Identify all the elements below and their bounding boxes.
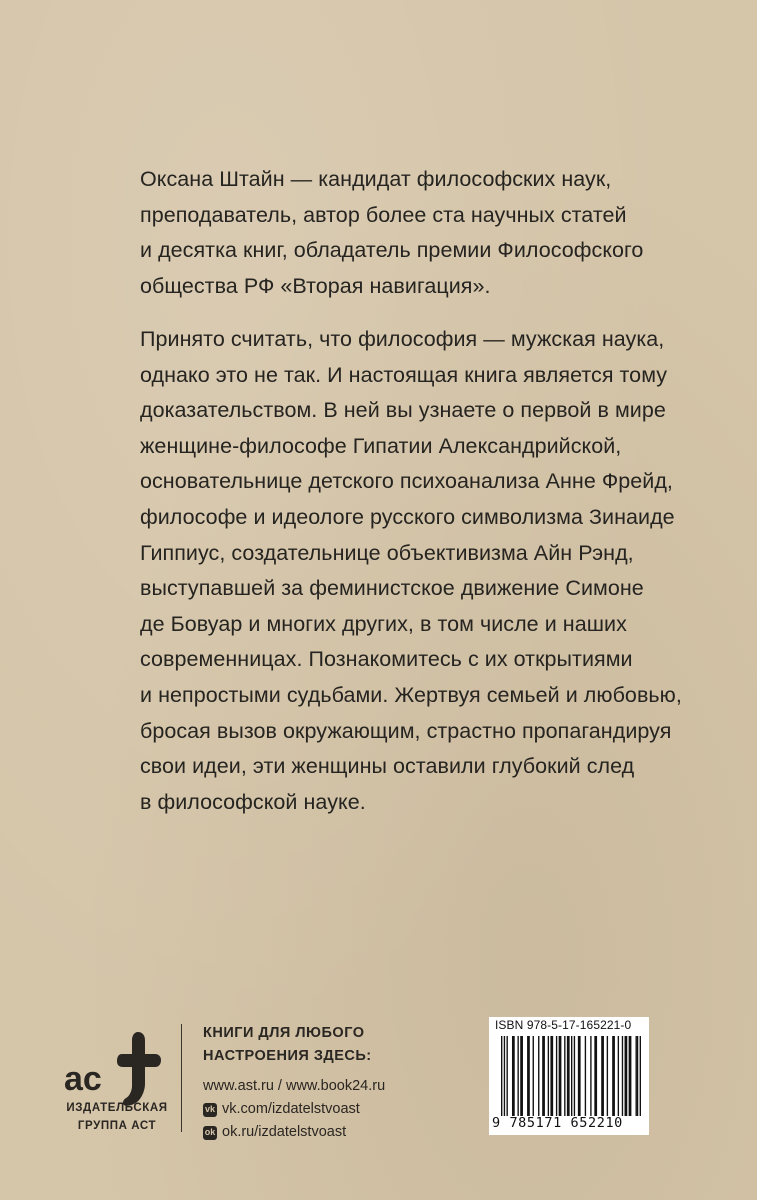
barcode-bar <box>538 1036 539 1116</box>
barcode-bar <box>550 1036 553 1116</box>
description-line: де Бовуар и многих других, в том числе и наших <box>140 611 627 636</box>
description-line: основательнице детского психоанализа Анне Фрейд, <box>140 469 673 494</box>
website-links[interactable]: www.ast.ru / www.book24.ru <box>203 1078 386 1094</box>
description-line: бросая вызов окружающим, страстно пропагандируя <box>140 718 672 743</box>
description-line: выступавшей за феминистское движение Симоне <box>140 576 644 601</box>
description-line: Гиппиус, создательнице объективизма Айн Рэнд, <box>140 540 634 565</box>
barcode-bars <box>501 1036 641 1116</box>
barcode-bar <box>618 1036 619 1116</box>
barcode-bar <box>636 1036 637 1116</box>
barcode-bar <box>564 1036 565 1116</box>
links-headline-line2: НАСТРОЕНИЯ ЗДЕСЬ: <box>203 1048 372 1064</box>
logo-text: ас <box>64 1060 102 1098</box>
barcode-bar <box>574 1036 575 1116</box>
publisher-caption <box>62 1099 172 1135</box>
barcode-bar <box>533 1036 534 1116</box>
ok-icon: ok <box>203 1126 217 1140</box>
footer-divider <box>181 1024 182 1132</box>
description-line: женщине-философе Гипатии Александрийской, <box>140 433 622 458</box>
barcode-bar <box>506 1036 507 1116</box>
author-bio <box>140 162 710 304</box>
vk-link[interactable] <box>203 1098 463 1121</box>
barcode-bar <box>612 1036 615 1116</box>
barcode-bar <box>504 1036 505 1116</box>
barcode-bar <box>629 1036 632 1116</box>
barcode-bar <box>542 1036 545 1116</box>
barcode-bar <box>640 1036 641 1116</box>
barcode-bar <box>594 1036 597 1116</box>
bio-line: преподаватель, автор более ста научных статей <box>140 202 627 227</box>
description-line: в философской науке. <box>140 789 366 814</box>
ok-link[interactable] <box>203 1121 463 1144</box>
publisher-caption-line2: ГРУППА АСТ <box>77 1120 157 1132</box>
bio-line: и десятка книг, обладатель премии Философского <box>140 238 644 263</box>
isbn-barcode <box>489 1017 649 1135</box>
barcode-bar <box>512 1036 515 1116</box>
vk-icon: vk <box>203 1103 217 1117</box>
barcode-bar <box>622 1036 623 1116</box>
isbn-number: ISBN 978-5-17-165221-0 <box>495 1018 632 1032</box>
barcode-bar <box>559 1036 562 1116</box>
publisher-caption-line1: ИЗДАТЕЛЬСКАЯ <box>66 1102 168 1114</box>
barcode-bar <box>607 1036 608 1116</box>
barcode-bar <box>520 1036 523 1116</box>
barcode-bar <box>571 1036 572 1116</box>
barcode-digits: 9 785171 652210 <box>492 1115 623 1131</box>
description-line: современницах. Познакомитесь с их открытиями <box>140 647 633 672</box>
barcode-bar <box>517 1036 518 1116</box>
links-headline-line1: КНИГИ ДЛЯ ЛЮБОГО <box>203 1025 365 1041</box>
description-line: однако это не так. И настоящая книга является тому <box>140 362 668 387</box>
description-line: Принято считать, что философия — мужская наука, <box>140 327 665 351</box>
publisher-links <box>203 1022 463 1144</box>
barcode-bar <box>501 1036 502 1116</box>
vk-link-text[interactable]: vk.com/izdatelstvoast <box>222 1101 360 1117</box>
barcode-bar <box>585 1036 586 1116</box>
barcode-bar <box>556 1036 557 1116</box>
barcode-bar <box>601 1036 604 1116</box>
barcode-bar <box>567 1036 570 1116</box>
description-line: свои идеи, эти женщины оставили глубокий след <box>140 754 635 779</box>
description-line: и непростыми судьбами. Жертвуя семьей и любовью, <box>140 682 682 707</box>
barcode-bar <box>548 1036 549 1116</box>
description-line: философе и идеологе русского символизма Зинаиде <box>140 504 675 529</box>
description-line: доказательством. В ней вы узнаете о первой в мире <box>140 398 666 423</box>
barcode-bar <box>625 1036 628 1116</box>
barcode-bar <box>578 1036 581 1116</box>
bio-line: Оксана Штайн — кандидат философских наук, <box>140 167 612 191</box>
barcode-bar <box>527 1036 530 1116</box>
barcode-bar <box>590 1036 591 1116</box>
barcode-bar <box>637 1036 638 1116</box>
bio-line: общества РФ «Вторая навигация». <box>140 273 491 298</box>
ok-link-text[interactable]: ok.ru/izdatelstvoast <box>222 1124 347 1140</box>
book-description <box>140 322 710 820</box>
